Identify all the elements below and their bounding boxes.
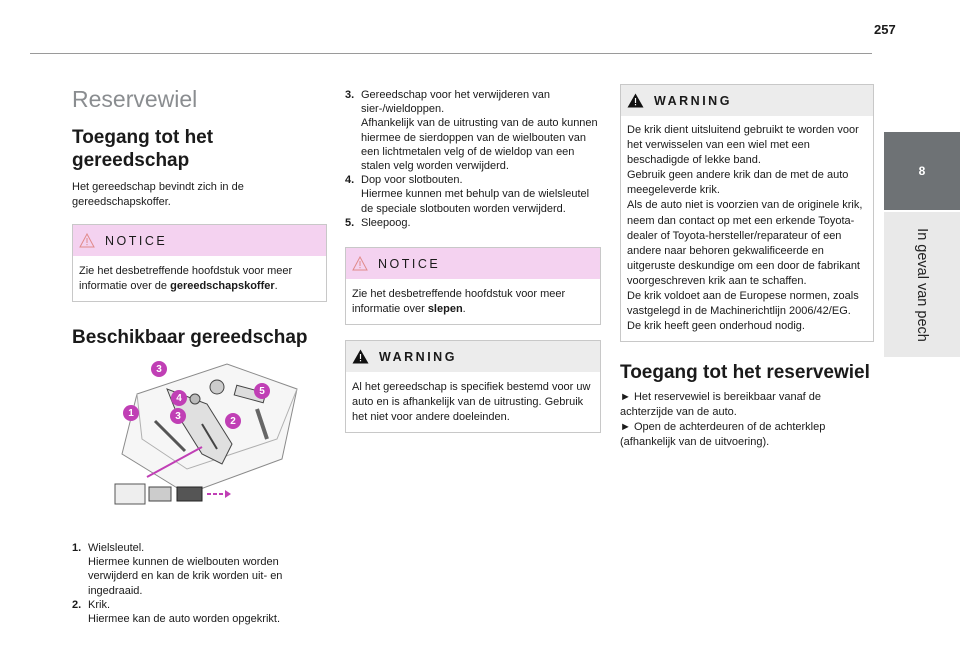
callout-2: 2 (225, 413, 241, 429)
column-right (620, 84, 874, 450)
tool-kit-drawing (107, 359, 312, 514)
notice-box (345, 247, 601, 325)
warning-header (621, 85, 873, 116)
callout-4: 4 (171, 390, 187, 406)
list-item: 5. Sleepoog. (345, 216, 411, 229)
step-2: ► Open de achterdeuren of de achterklep (afhankelijk van de uitvoering). (620, 421, 826, 449)
column-middle (345, 88, 601, 433)
list-item: 4. Dop voor slotbouten. Hiermee kunnen met behulp van de wielsleutel de speciale slotbouten worden verwijderd. (345, 174, 590, 215)
warning-title: WARNING (654, 93, 732, 108)
callout-3-top: 3 (151, 361, 167, 377)
notice-header (73, 225, 326, 256)
warning-box-jack (620, 84, 874, 342)
notice-title: NOTICE (105, 233, 168, 248)
page-number: 257 (874, 22, 896, 37)
intro-text: Het gereedschap bevindt zich in de gereedschapskoffer. (72, 181, 244, 208)
chapter-tab (884, 132, 960, 210)
warning-box (345, 340, 601, 433)
heading-tool-access: Toegang tot het gereedschap (72, 127, 214, 171)
notice-box (72, 224, 327, 302)
tool-kit-illustration (107, 359, 312, 514)
warning-header (346, 341, 600, 372)
warning-triangle-icon (627, 93, 644, 108)
notice-triangle-icon (79, 233, 95, 248)
notice-text: Zie het desbetreffende hoofdstuk voor meer informatie over de gereedschapskoffer. (79, 265, 293, 292)
heading-available-tools: Beschikbaar gereedschap (72, 327, 308, 348)
notice-bold-term: gereedschapskoffer (170, 280, 275, 292)
tool-list-part1 (72, 541, 327, 626)
notice-title: NOTICE (378, 256, 441, 271)
list-item: 3. Gereedschap voor het verwijderen van sier-/wieldoppen. Afhankelijk van de uitrusting van de auto kunnen hiermee de sierdoppen van de wielbouten van een lichtmetalen velg of de wieldop van een stalen velg worden verwijderd. (345, 89, 598, 173)
callout-5: 5 (254, 383, 270, 399)
chapter-number: 8 (918, 164, 926, 178)
section-title: Reservewiel (72, 86, 198, 112)
warning-triangle-icon (352, 349, 369, 364)
step-1: ► Het reservewiel is bereikbaar vanaf de achterzijde van de auto. (620, 391, 822, 419)
warning-title: WARNING (379, 349, 457, 364)
column-left (72, 86, 327, 626)
tool-list-part2 (345, 88, 601, 230)
notice-bold-term: slepen (427, 303, 463, 316)
list-item: 2. Krik. Hiermee kan de auto worden opgekrikt. (72, 598, 280, 626)
warning-text: De krik dient uitsluitend gebruikt te worden voor het verwisselen van een wiel met een beschadigde of lekke band. Gebruik geen andere krik dan de met de auto meegeleverde krik. Als de auto niet is voorzien van de originele krik, neem dan contact op met een erkende Toyota-dealer of Toyota-hersteller/reparateur of een andere naar behoren gekwalificeerde en uitgeruste deskundige om een door de fabrikant voorgeschreven krik aan te schaffen. De krik voldoet aan de Europese normen, zoals vastgelegd in de Machinerichtlijn 2006/42/EG. De krik heeft geen onderhoud nodig. (627, 124, 863, 333)
top-divider (30, 53, 872, 54)
chapter-title-container (884, 212, 960, 357)
notice-text: Zie het desbetreffende hoofdstuk voor meer informatie over slepen. (352, 288, 566, 316)
callout-3-bottom: 3 (170, 408, 186, 424)
notice-triangle-icon (352, 256, 368, 271)
heading-spare-wheel-access: Toegang tot het reservewiel (620, 362, 870, 384)
callout-1: 1 (123, 405, 139, 421)
chapter-title: In geval van pech (914, 227, 931, 342)
notice-header (346, 248, 600, 279)
list-item: 1. Wielsleutel. Hiermee kunnen de wielbouten worden verwijderd en kan de krik worden uit- en ingedraaid. (72, 542, 283, 597)
warning-text: Al het gereedschap is specifiek bestemd voor uw auto en is afhankelijk van de uitrusting. Gebruik het niet voor andere doeleinden. (352, 381, 591, 424)
jack-handle-detail (115, 484, 231, 504)
